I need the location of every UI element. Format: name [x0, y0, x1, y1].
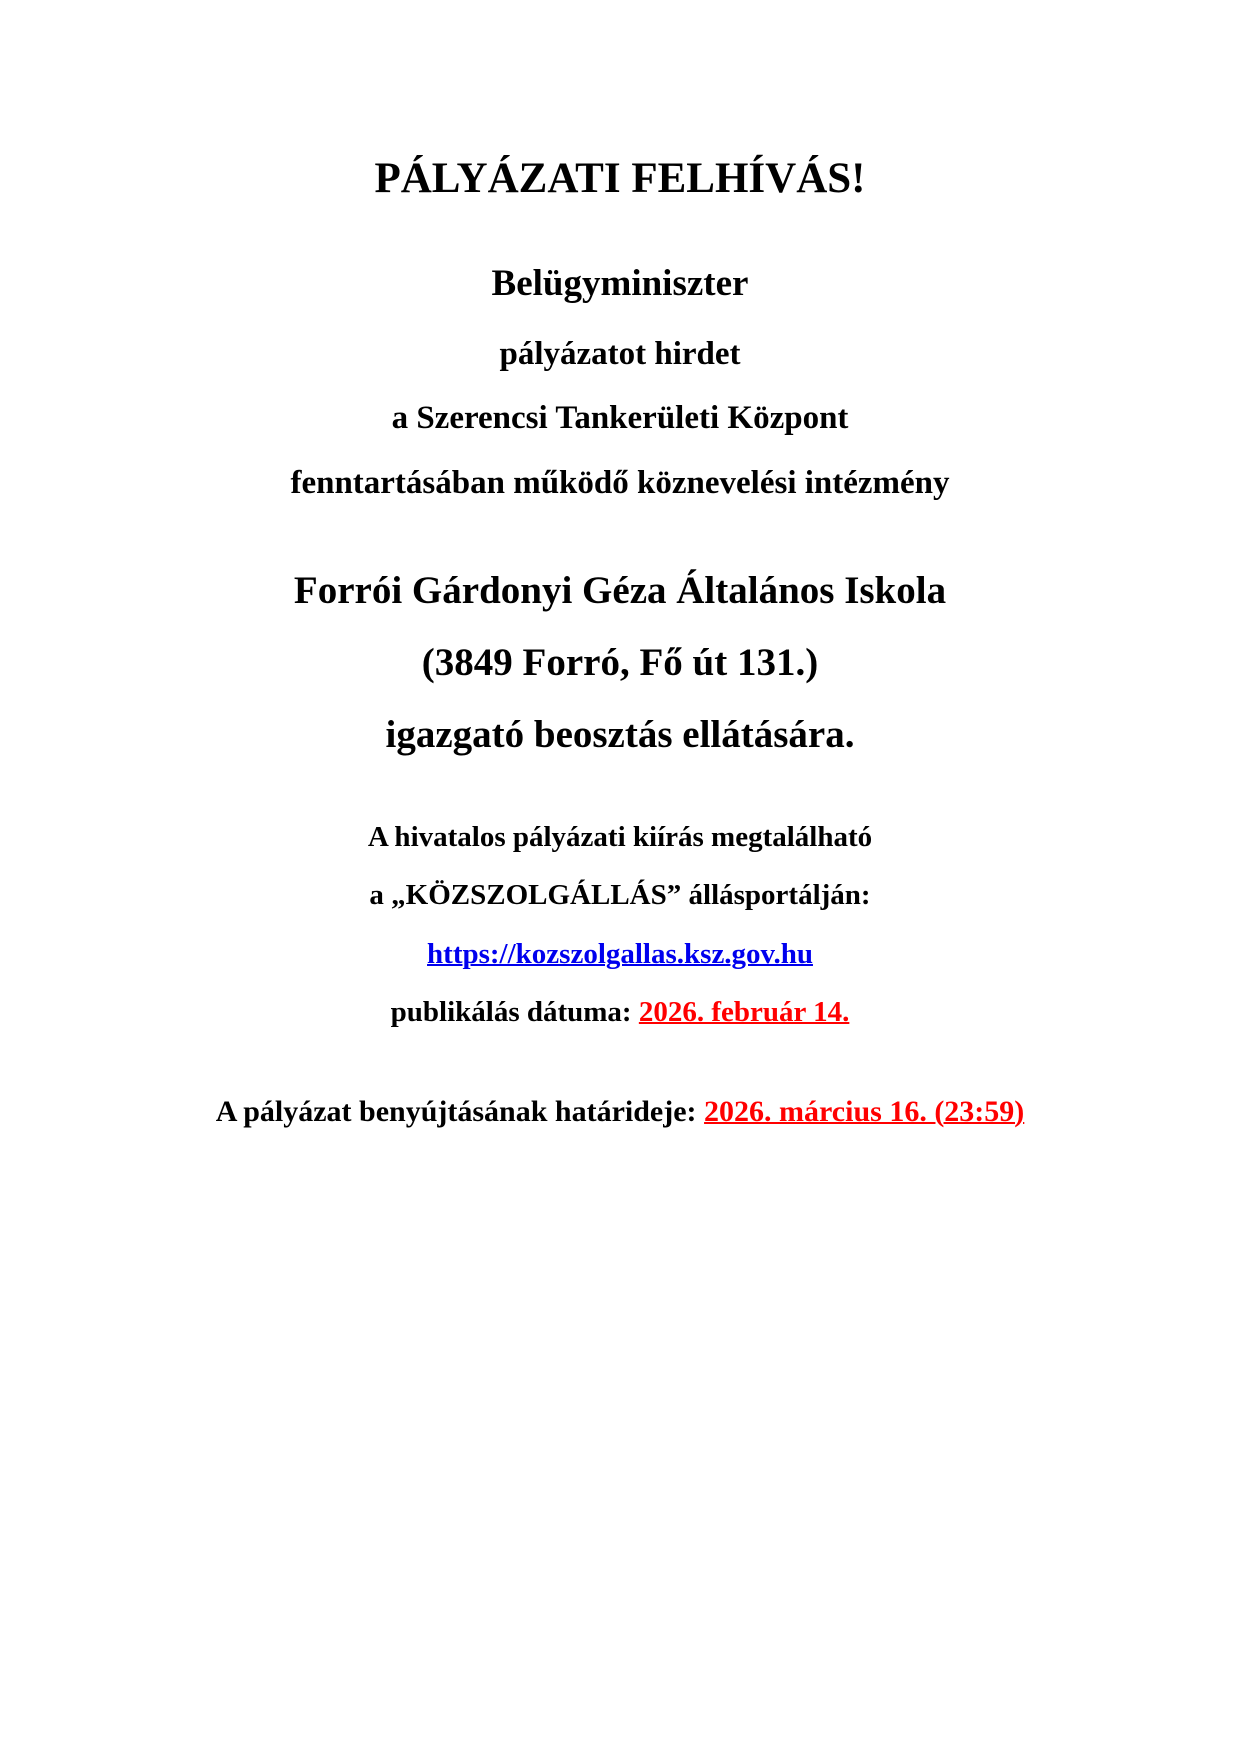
deadline-label: A pályázat benyújtásának határideje:: [215, 1095, 705, 1128]
intro-line-3: fenntartásában működő köznevelési intézmény: [290, 465, 950, 501]
publish-date-label: publikálás dátuma:: [390, 996, 639, 1028]
position-description: igazgató beosztás ellátására.: [385, 713, 855, 756]
portal-link-line: [0, 940, 1240, 969]
info-line-1: A hivatalos pályázati kiírás megtalálható: [367, 821, 873, 853]
school-address: (3849 Forró, Fő út 131.): [421, 641, 819, 684]
publish-date-line: [0, 998, 1240, 1027]
portal-link[interactable]: https://kozszolgallas.ksz.gov.hu: [427, 938, 813, 970]
intro-line-1: pályázatot hirdet: [499, 336, 741, 372]
info-line-2: a „KÖZSZOLGÁLLÁS” állásportálján:: [369, 879, 871, 911]
page-title: PÁLYÁZATI FELHÍVÁS!: [374, 155, 866, 202]
deadline-line: [0, 1097, 1240, 1127]
intro-line-2: a Szerencsi Tankerületi Központ: [391, 400, 849, 436]
school-name: Forrói Gárdonyi Géza Általános Iskola: [293, 569, 947, 612]
publish-date: 2026. február 14.: [638, 996, 850, 1028]
deadline-date: 2026. március 16. (23:59): [704, 1095, 1025, 1128]
issuer: Belügyminiszter: [491, 263, 749, 304]
